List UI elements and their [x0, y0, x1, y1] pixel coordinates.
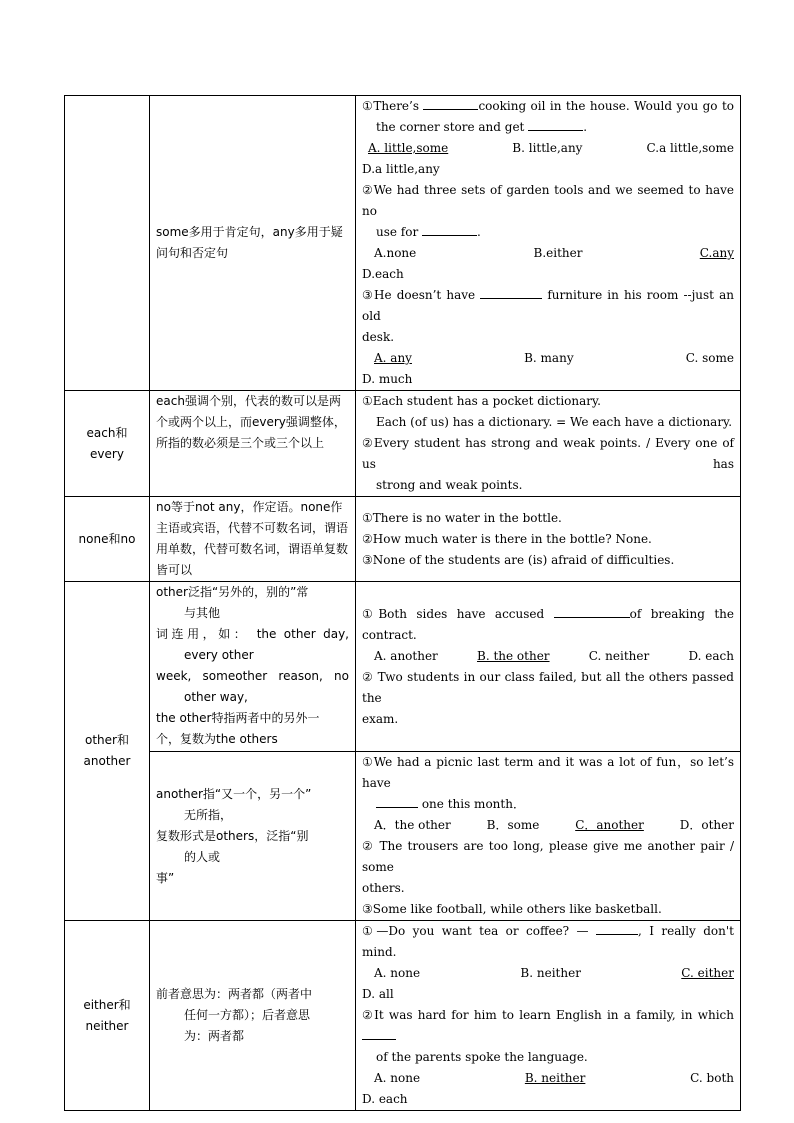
rule-cell: 前者意思为：两者都（两者中 任何一方都）；后者意思 为：两者都: [150, 921, 356, 1111]
option-d: D.a little,any: [362, 162, 440, 176]
option-b: B．some: [486, 818, 540, 832]
option-a: A. none: [374, 966, 421, 980]
table-row: [65, 497, 741, 582]
table-row: [65, 582, 741, 752]
option-b: B. many: [524, 351, 574, 365]
option-d: D．other: [679, 818, 734, 832]
table-row: [65, 96, 741, 391]
question-line: ②We had three sets of garden tools and we seemed to have no: [362, 183, 734, 218]
example-cell: ①—Do you want tea or coffee? — , I really don't mind. A. none B. neither C. either D. all ②It was hard for him to learn English in a family, in which of the parents spoke the language. A. none B. neither C. both D. each: [356, 921, 741, 1111]
option-d: D. each: [362, 1092, 408, 1106]
example-cell: ①Both sides have accused of breaking the contract. A. another B. the other C. neither D. each ② Two students in our class failed, but all the others passed the exam.: [356, 582, 741, 752]
label-cell: [65, 96, 150, 391]
question-line: the corner store and get .: [362, 117, 734, 138]
option-a: A.none: [374, 246, 417, 260]
label-cell: other和 another: [65, 582, 150, 921]
rule-cell: [150, 497, 356, 582]
option-c: C. neither: [588, 648, 650, 663]
rule-text: some多用于肯定句，any多用于疑问句和否定句: [156, 225, 343, 260]
option-row: [362, 138, 734, 159]
option-d: D. much: [362, 372, 413, 386]
rule-cell: other泛指“另外的，别的”常 与其他 词连用，如： the other day, every other week, someother reason, no other way, the other特指两者中的另外一 个，复数为the others: [150, 582, 356, 752]
option-b: B.either: [533, 246, 583, 260]
option-b: B. neither: [520, 966, 581, 980]
table-row: [65, 921, 741, 1111]
question-line: ①There’s cooking oil in the house. Would you go to: [362, 96, 734, 117]
rule-text: each强调个别，代表的数可以是两个或两个以上，而every强调整体，所指的数必须是三个或三个以上: [156, 394, 346, 450]
example-cell: ①There is no water in the bottle. ②How much water is there in the bottle? None. ③None of the students are (is) afraid of difficulties.: [356, 497, 741, 582]
option-d: D.each: [362, 267, 404, 281]
rule-cell: [150, 391, 356, 497]
question-line: use for .: [362, 222, 734, 243]
example-cell: [356, 96, 741, 391]
table-row: [65, 391, 741, 497]
option-a: A. none: [374, 1071, 421, 1085]
question-line: ①—Do you want tea or coffee? — , I really don't: [362, 921, 734, 942]
option-row: [362, 646, 734, 667]
example-cell: ①We had a picnic last term and it was a lot of fun，so let’s have one this month． A．the other B．some C．another D．other ② The trousers are too long, please give me another pair / some others. ③Some like football, while others like basketball.: [356, 752, 741, 921]
question-line: desk.: [362, 330, 395, 344]
label-cell: none和no: [65, 497, 150, 582]
option-row: [362, 348, 734, 369]
question-line: ③He doesn’t have furniture in his room --just an old: [362, 285, 734, 327]
option-c: C.a little,some: [646, 141, 734, 155]
option-a: A. another: [374, 648, 438, 663]
option-d: D. all: [362, 987, 394, 1001]
option-a: A．the other: [374, 818, 451, 832]
question-line: ①Both sides have accused of breaking the contract.: [362, 604, 734, 646]
example-cell: ①Each student has a pocket dictionary. Each (of us) has a dictionary. = We each have a dictionary. ②Every student has strong and weak points. / Every one of us has strong and weak points.: [356, 391, 741, 497]
option-b: B. the other: [477, 648, 550, 663]
option-c: C.any: [699, 246, 734, 260]
label-cell: either和 neither: [65, 921, 150, 1111]
option-c: C. either: [681, 966, 734, 980]
option-row: [362, 963, 734, 984]
option-c: C．another: [575, 818, 644, 832]
option-row: [362, 1068, 734, 1089]
option-b: B. neither: [524, 1071, 586, 1085]
option-row: [362, 243, 734, 264]
question-line: ②It was hard for him to learn English in a family, in which: [362, 1005, 734, 1047]
option-a: A. little,some: [368, 141, 449, 155]
rule-cell: another指“又一个，另一个” 无所指， 复数形式是others，泛指“别 的人或 事”: [150, 752, 356, 921]
rule-text: no等于not any，作定语。none作主语或宾语，代替不可数名词，谓语用单数，代替可数名词，谓语单复数皆可以: [156, 500, 349, 577]
option-row: [362, 815, 734, 836]
option-c: C. some: [685, 351, 734, 365]
question-line: one this month．: [362, 794, 734, 815]
rule-cell: [150, 96, 356, 391]
label-cell: each和 every: [65, 391, 150, 497]
option-c: C. both: [690, 1071, 734, 1085]
table-row: [65, 752, 741, 921]
grammar-table: [64, 95, 741, 1111]
option-d: D. each: [688, 648, 734, 663]
option-a: A. any: [374, 351, 412, 365]
option-b: B. little,any: [512, 141, 583, 155]
